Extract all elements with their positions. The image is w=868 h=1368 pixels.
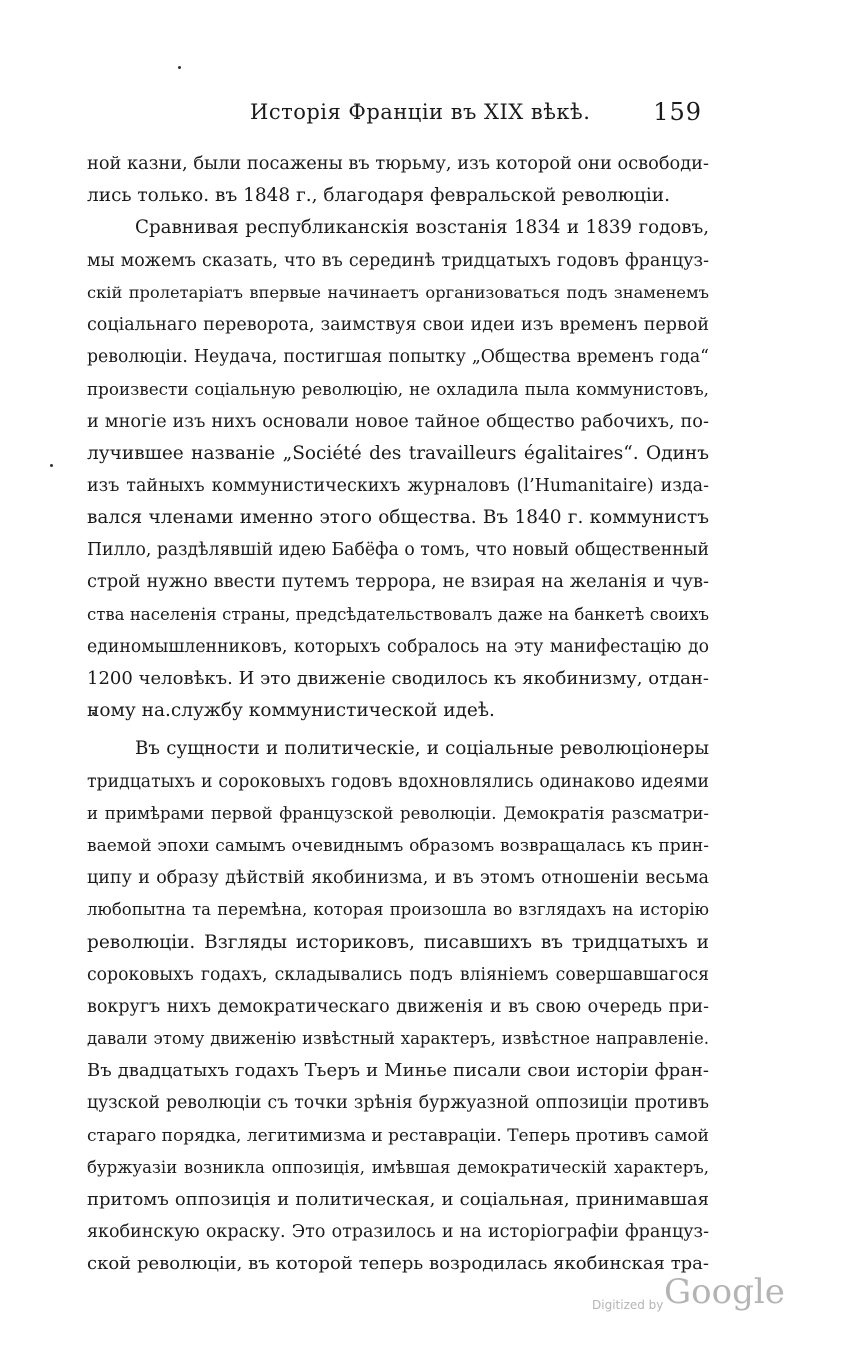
paragraph [87, 212, 709, 727]
paragraph [87, 148, 709, 212]
text-line: и многіе изъ нихъ основали новое тайное общество рабочихъ, по- [87, 411, 709, 432]
text-line: цузской революціи съ точки зрѣнія буржуазной оппозиціи противъ [87, 1093, 709, 1114]
paragraph [87, 733, 709, 1280]
text-line: давали этому движенію извѣстный характеръ, извѣстное направленіе. [87, 1029, 709, 1049]
text-line: притомъ оппозиція и политическая, и соціальная, принимавшая [87, 1189, 709, 1210]
text-line: ской революціи, въ которой теперь возродилась якобинская тра- [87, 1253, 709, 1275]
text-line: вался членами именно этого общества. Въ 1840 г. коммунистъ [87, 507, 709, 529]
body-text [87, 148, 709, 1281]
watermark-prefix: Digitized by [592, 1298, 664, 1312]
text-line: 1200 человѣкъ. И это движеніе сводилось къ якобинизму, отдан- [87, 668, 709, 689]
text-line: вокругъ нихъ демократическаго движенія и въ свою очередь при- [87, 996, 709, 1017]
text-line: соціальнаго переворота, заимствуя свои идеи изъ временъ первой [87, 314, 709, 335]
text-line: единомышленниковъ, которыхъ собралось на эту манифестацію до [87, 636, 709, 657]
speck-top [178, 66, 181, 69]
speck-margin [50, 464, 53, 467]
text-line: сороковыхъ годахъ, складывались подъ вліяніемъ совершавшагося [87, 964, 709, 985]
text-line: любопытна та перемѣна, которая произошла во взглядахъ на исторію [87, 900, 709, 920]
text-line: ципу и образу дѣйствій якобинизма, и въ этомъ отношеніи весьма [87, 868, 709, 889]
running-title: Исторія Франціи въ XIX вѣкѣ. [250, 100, 591, 124]
text-line: лись только. въ 1848 г., благодаря февральской революціи. [87, 185, 671, 207]
text-line: произвести соціальную революцію, не охладила пыла коммунистовъ, [87, 379, 709, 400]
text-line: Сравнивая республиканскія возстанія 1834 и 1839 годовъ, [135, 217, 709, 239]
text-line: ства населенія страны, предсѣдательствовалъ даже на банкетѣ своихъ [87, 604, 709, 624]
text-line: строй нужно ввести путемъ террора, не взирая на желанія и чув- [87, 572, 709, 593]
text-line: скій пролетаріатъ впервые начинаетъ организоваться подъ знаменемъ [87, 282, 709, 302]
text-line: лучившее названіе „Société des travailleurs égalitaires“. Одинъ [87, 442, 709, 464]
text-line: изъ тайныхъ коммунистическихъ журналовъ (l’Humanitaire) изда- [87, 475, 709, 496]
text-line: Пилло, раздѣлявшій идею Бабёфа о томъ, что новый общественный [87, 540, 709, 561]
text-line: тридцатыхъ и сороковыхъ годовъ вдохновлялись одинаково идеями [87, 771, 709, 792]
page-header [250, 96, 710, 132]
text-line: революціи. Неудача, постигшая попытку „Общества временъ года“ [87, 347, 709, 368]
text-line: ной казни, были посажены въ тюрьму, изъ которой они освободи- [87, 154, 709, 174]
text-line: Въ сущности и политическіе, и соціальные революціонеры [135, 738, 709, 760]
page-number: 159 [653, 98, 702, 126]
text-line: Въ двадцатыхъ годахъ Тьеръ и Минье писали свои исторіи фран- [87, 1060, 709, 1082]
text-line: стараго порядка, легитимизма и реставраціи. Теперь противъ самой [87, 1125, 709, 1146]
text-line: мы можемъ сказать, что въ серединѣ тридцатыхъ годовъ француз- [87, 250, 709, 271]
text-line: буржуазіи возникла оппозиція, имѣвшая демократическій характеръ, [87, 1157, 709, 1177]
text-line: революціи. Взгляды историковъ, писавшихъ въ тридцатыхъ и [87, 931, 709, 953]
text-line: ваемой эпохи самымъ очевиднымъ образомъ возвращалась къ прин- [87, 835, 709, 856]
text-line: и примѣрами первой французской революціи. Демократія разсматри- [87, 803, 709, 823]
google-logo: Google [664, 1272, 785, 1312]
text-line: ному на.службу коммунистической идеѣ. [87, 700, 495, 722]
text-line: якобинскую окраску. Это отразилось и на исторіографіи француз- [87, 1222, 709, 1243]
